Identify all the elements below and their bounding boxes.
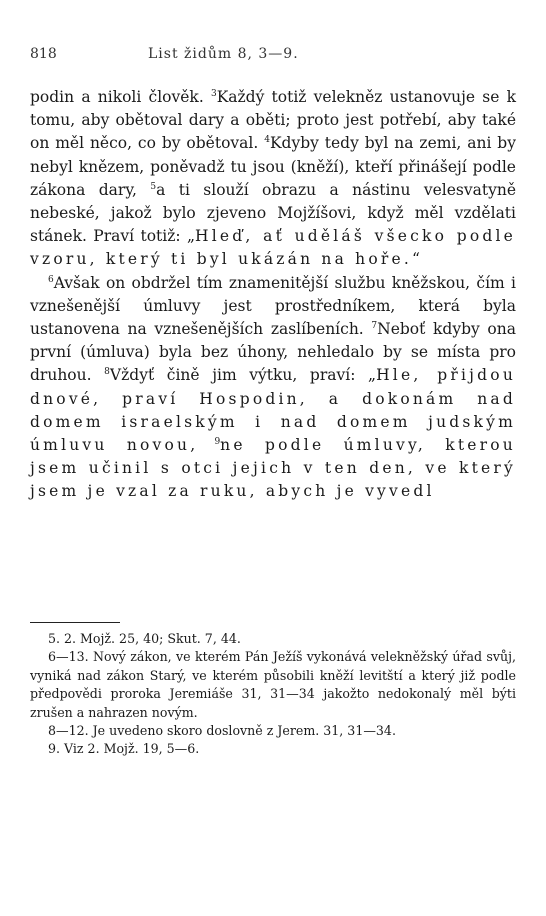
text-segment: Vždyť čině jim výtku, praví: „ <box>109 366 377 385</box>
spaced-quote: Hleď, ať uděláš všecko podle vzoru, který ti byl ukázán na hoře. <box>30 227 517 269</box>
verse-number: 8 <box>104 367 110 378</box>
paragraph-1 <box>30 86 516 272</box>
verse-number: 3 <box>210 88 217 99</box>
text-segment: Každý totiž velekněz ustanovuje se k tomu, aby obětoval dary a oběti; proto jest potřebí, aby také on měl něco, co by obětoval. <box>30 88 516 153</box>
verse-number: 9 <box>214 436 221 447</box>
main-text <box>30 86 516 504</box>
quote-close: “ <box>411 250 420 269</box>
footnote: 5. 2. Mojž. 25, 40; Skut. 7, 44. <box>48 631 241 646</box>
footnote: 8—12. Je uvedeno skoro doslovně z Jerem. 31, 31—34. <box>48 723 396 739</box>
verse-number: 6 <box>48 274 54 285</box>
paragraph-2 <box>30 272 516 504</box>
footnote-divider <box>30 622 120 623</box>
text-segment: Neboť kdyby ona první (úmluva) byla bez úhony, nehledalo by se místa pro druhou. <box>30 320 516 385</box>
running-head: List židům 8, 3—9. <box>148 46 299 62</box>
verse-number: 5 <box>150 181 157 192</box>
spaced-quote: ne podle úmluvy, kterou jsem učinil s otci jejich v ten den, ve který jsem je vzal za ruku, abych je vyvedl <box>30 436 516 501</box>
page-header <box>30 46 516 66</box>
footnote: 9. Viz 2. Mojž. 19, 5—6. <box>48 741 200 757</box>
footnote: 6—13. Nový zákon, ve kterém Pán Ježíš vykonává velekněžský úřad svůj, vyniká nad zákon Starý, ve kterém působili kněží levitští a který již podle předpovědi proroka Jeremiáše 31, 31—34 jakožto nedokonalý měl býti zrušen a nahrazen novým. <box>30 649 516 720</box>
text-segment: Avšak on obdržel tím znamenitější službu kněžskou, čím i vznešenější úmluvy jest prostředníkem, která byla ustanovena na vznešenějších zaslíbeních. <box>30 273 516 339</box>
verse-number: 7 <box>371 320 378 331</box>
page-number: 818 <box>30 46 57 62</box>
text-segment: Kdyby tedy byl na zemi, ani by nebyl knězem, poněvadž tu jsou (kněží), kteří přinášejí podle zákona dary, <box>30 134 516 199</box>
footnotes <box>30 630 516 759</box>
verse-number: 4 <box>264 135 270 146</box>
spaced-quote: Hle, přijdou dnové, praví Hospodin, a dokonám nad domem israelským i nad domem judským úmluvu novou, <box>30 366 516 455</box>
text-segment: a ti slouží obrazu a nástinu velesvatyně nebeské, jakož bylo zjeveno Mojžíšovi, když měl vzdělati stánek. Praví totiž: „ <box>30 180 516 246</box>
text-segment: podin a nikoli člověk. <box>30 88 204 106</box>
